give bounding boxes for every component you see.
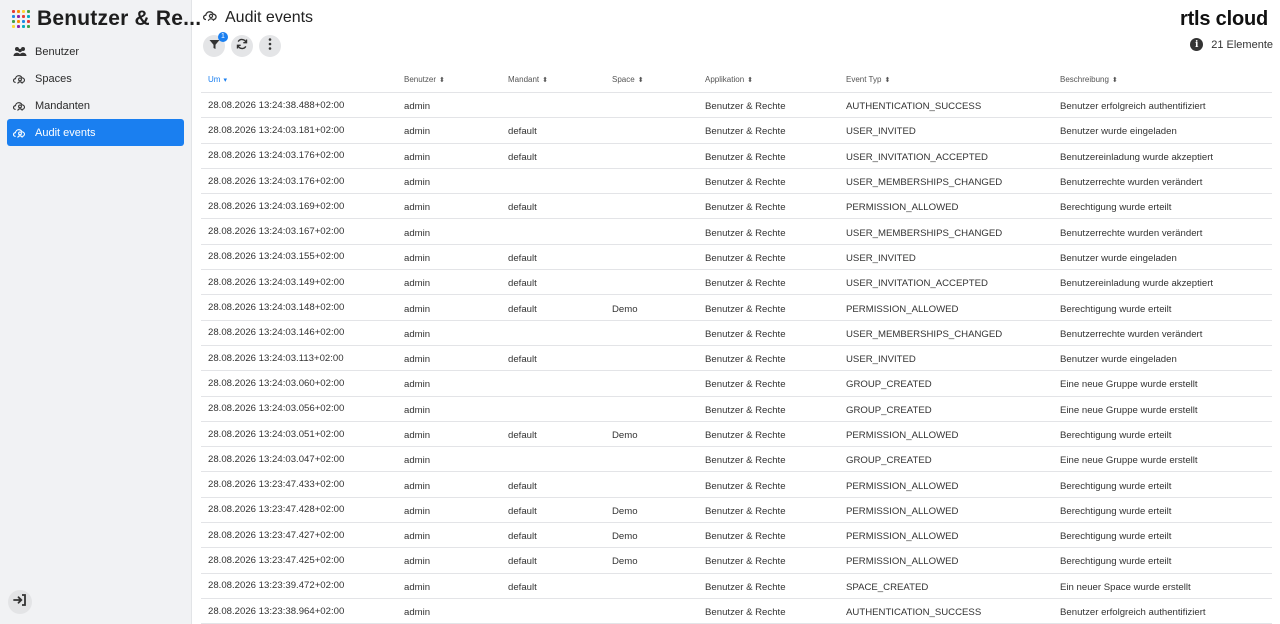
app-grid-icon[interactable] (12, 10, 30, 28)
cell-beschreibung: Benutzer wurde eingeladen (1060, 126, 1177, 138)
sidebar-item-spaces[interactable] (7, 65, 184, 92)
cell-mandant: default (508, 202, 537, 214)
sidebar-item-label: Spaces (35, 72, 72, 85)
cloud-person-icon (203, 8, 219, 27)
column-header-event-typ[interactable] (839, 75, 1053, 84)
cell-event-typ: GROUP_CREATED (846, 379, 932, 391)
refresh-button[interactable] (231, 35, 253, 57)
table-row[interactable] (201, 548, 1272, 573)
cell-space (605, 382, 698, 385)
logo-cell (12, 20, 15, 23)
table-row[interactable] (201, 371, 1272, 396)
cell-mandant (501, 180, 605, 183)
sidebar-item-label: Mandanten (35, 99, 91, 112)
cell-benutzer: admin (404, 202, 431, 214)
cell-applikation: Benutzer & Rechte (705, 101, 786, 113)
cell-benutzer: admin (404, 379, 431, 391)
cell-event-typ: PERMISSION_ALLOWED (846, 202, 959, 214)
table-row[interactable] (201, 144, 1272, 169)
table-row[interactable] (201, 447, 1272, 472)
sidebar-item-audit-events[interactable] (7, 119, 184, 146)
item-count-label: 21 Elemente (1211, 38, 1273, 51)
cell-beschreibung: Eine neue Gruppe wurde erstellt (1060, 455, 1198, 467)
cell-beschreibung: Eine neue Gruppe wurde erstellt (1060, 379, 1198, 391)
cell-event-typ: USER_INVITATION_ACCEPTED (846, 151, 988, 163)
table-row[interactable] (201, 472, 1272, 497)
cell-space (605, 129, 698, 132)
column-header-benutzer[interactable] (397, 75, 501, 84)
cell-applikation: Benutzer & Rechte (705, 354, 786, 366)
cell-applikation: Benutzer & Rechte (705, 202, 786, 214)
cell-space: Demo (612, 505, 638, 517)
cloud-person-icon (13, 99, 27, 113)
cell-applikation: Benutzer & Rechte (705, 455, 786, 467)
cell-event-typ: AUTHENTICATION_SUCCESS (846, 607, 982, 619)
cell-space (605, 205, 698, 208)
table-body (201, 93, 1272, 624)
cell-um: 28.08.2026 13:24:03.146+02:00 (208, 327, 345, 339)
cell-um: 28.08.2026 13:24:03.155+02:00 (208, 251, 345, 263)
app-title: Benutzer & Re... (37, 7, 202, 30)
cell-beschreibung: Berechtigung wurde erteilt (1060, 202, 1172, 214)
logout-icon (13, 593, 27, 612)
cell-event-typ: USER_MEMBERSHIPS_CHANGED (846, 227, 1003, 239)
sort-icon: ⬍ (439, 76, 445, 84)
cell-beschreibung: Berechtigung wurde erteilt (1060, 531, 1172, 543)
cell-beschreibung: Berechtigung wurde erteilt (1060, 556, 1172, 568)
cell-applikation: Benutzer & Rechte (705, 328, 786, 340)
cell-benutzer: admin (404, 404, 431, 416)
logo-cell (27, 20, 30, 23)
table-row[interactable] (201, 346, 1272, 371)
cell-benutzer: admin (404, 126, 431, 138)
logo-cell (17, 25, 20, 28)
sidebar-item-label: Benutzer (35, 45, 80, 58)
sort-icon: ⬍ (884, 76, 891, 84)
logo-cell (22, 20, 25, 23)
cell-um: 28.08.2026 13:24:38.488+02:00 (208, 99, 345, 111)
cell-mandant (501, 458, 605, 461)
cell-beschreibung: Benutzerrechte wurden verändert (1060, 177, 1203, 189)
column-header-label: Beschreibung (1060, 74, 1109, 84)
cell-mandant: default (508, 354, 537, 366)
page-header (203, 8, 313, 27)
cell-beschreibung: Eine neue Gruppe wurde erstellt (1060, 404, 1198, 416)
cell-event-typ: PERMISSION_ALLOWED (846, 303, 959, 315)
cell-applikation: Benutzer & Rechte (705, 505, 786, 517)
cell-beschreibung: Ein neuer Space wurde erstellt (1060, 581, 1191, 593)
column-header-applikation[interactable] (698, 75, 839, 84)
table-row[interactable] (201, 498, 1272, 523)
column-header-space[interactable] (605, 75, 698, 84)
column-header-label: Um (208, 74, 221, 84)
cell-mandant: default (508, 581, 537, 593)
cell-beschreibung: Benutzer wurde eingeladen (1060, 354, 1177, 366)
table-row[interactable] (201, 270, 1272, 295)
cloud-person-icon (13, 126, 27, 140)
page-title: Audit events (225, 8, 314, 26)
cell-applikation: Benutzer & Rechte (705, 581, 786, 593)
sort-icon: ⬍ (637, 76, 644, 84)
cell-mandant: default (508, 303, 537, 315)
cell-benutzer: admin (404, 531, 431, 543)
cell-mandant (501, 407, 605, 410)
table-row[interactable] (201, 574, 1272, 599)
cell-um: 28.08.2026 13:23:47.428+02:00 (208, 504, 345, 516)
cell-beschreibung: Benutzer erfolgreich authentifiziert (1060, 101, 1206, 113)
cell-um: 28.08.2026 13:24:03.167+02:00 (208, 226, 345, 238)
cell-mandant: default (508, 430, 537, 441)
more-options-button[interactable] (259, 35, 281, 57)
cell-um: 28.08.2026 13:23:38.964+02:00 (208, 605, 345, 617)
cell-event-typ: GROUP_CREATED (846, 455, 932, 467)
cell-space (605, 483, 698, 486)
cell-benutzer: admin (404, 278, 431, 290)
cell-beschreibung: Benutzerrechte wurden verändert (1060, 328, 1203, 340)
cell-mandant: default (508, 151, 537, 163)
cell-event-typ: USER_INVITATION_ACCEPTED (846, 278, 988, 290)
sidebar-nav (0, 38, 191, 146)
cell-benutzer: admin (404, 354, 431, 366)
cell-space (605, 407, 698, 410)
cell-mandant: default (508, 556, 537, 568)
cell-beschreibung: Berechtigung wurde erteilt (1060, 303, 1172, 315)
column-header-label: Event Typ (846, 74, 882, 84)
column-header-label: Mandant (508, 74, 540, 84)
cell-beschreibung: Berechtigung wurde erteilt (1060, 480, 1172, 492)
cell-event-typ: GROUP_CREATED (846, 404, 932, 416)
logo-cell (27, 15, 30, 18)
cell-applikation: Benutzer & Rechte (705, 531, 786, 543)
cell-applikation: Benutzer & Rechte (705, 252, 786, 264)
cell-event-typ: SPACE_CREATED (846, 581, 929, 593)
sidebar-item-mandanten[interactable] (7, 92, 184, 119)
cell-applikation: Benutzer & Rechte (705, 303, 786, 315)
cell-benutzer: admin (404, 177, 431, 189)
cell-applikation: Benutzer & Rechte (705, 227, 786, 239)
logo-cell (22, 10, 25, 13)
cell-space (605, 180, 698, 183)
cell-event-typ: PERMISSION_ALLOWED (846, 430, 959, 441)
column-header-beschreibung[interactable] (1053, 75, 1272, 84)
sidebar (0, 0, 202, 624)
logo-cell (22, 15, 25, 18)
cell-applikation: Benutzer & Rechte (705, 379, 786, 391)
cell-space (605, 458, 698, 461)
cell-event-typ: USER_INVITED (846, 354, 916, 366)
table-row[interactable] (201, 93, 1272, 118)
cell-um: 28.08.2026 13:23:47.427+02:00 (208, 529, 345, 541)
cell-mandant: default (508, 126, 537, 138)
cell-um: 28.08.2026 13:23:47.425+02:00 (208, 554, 345, 566)
logo-cell (22, 25, 25, 28)
item-count (1190, 38, 1273, 51)
logo-cell (17, 15, 20, 18)
cell-space (605, 357, 698, 360)
cell-mandant: default (508, 278, 537, 290)
table-row[interactable] (201, 422, 1272, 447)
cell-space (605, 255, 698, 258)
cell-um: 28.08.2026 13:24:03.176+02:00 (208, 175, 345, 187)
cell-um: 28.08.2026 13:23:39.472+02:00 (208, 580, 345, 592)
brand-logo: rtls cloud (1179, 8, 1268, 30)
cell-space (605, 610, 698, 613)
sort-icon: ⬍ (542, 76, 549, 84)
sort-icon: ⬍ (747, 76, 754, 84)
cell-mandant: default (508, 531, 537, 543)
sidebar-item-benutzer[interactable] (7, 38, 184, 65)
cell-benutzer: admin (404, 151, 431, 163)
cell-mandant (501, 230, 605, 233)
column-header-mandant[interactable] (501, 75, 605, 84)
cell-um: 28.08.2026 13:23:47.433+02:00 (208, 479, 345, 491)
cell-benutzer: admin (404, 430, 431, 441)
logo-cell (12, 10, 15, 13)
cell-um: 28.08.2026 13:24:03.056+02:00 (208, 403, 345, 415)
logo-cell (12, 25, 15, 28)
cell-benutzer: admin (404, 480, 431, 492)
more-vert-icon (268, 37, 272, 55)
table-row[interactable] (201, 599, 1272, 624)
cell-space (605, 230, 698, 233)
column-header-label: Applikation (705, 74, 745, 84)
cell-um: 28.08.2026 13:24:03.148+02:00 (208, 302, 345, 314)
column-header-label: Space (612, 74, 635, 84)
cell-benutzer: admin (404, 303, 431, 315)
table-row[interactable] (201, 245, 1272, 270)
logo-cell (17, 10, 20, 13)
app-header (0, 0, 202, 38)
main-content (193, 0, 1280, 624)
logo-cell (12, 15, 15, 18)
audit-events-table (201, 66, 1272, 624)
cell-benutzer: admin (404, 328, 431, 340)
cell-um: 28.08.2026 13:24:03.113+02:00 (208, 352, 344, 364)
sidebar-item-label: Audit events (35, 126, 96, 139)
cell-event-typ: USER_MEMBERSHIPS_CHANGED (846, 177, 1003, 189)
cell-applikation: Benutzer & Rechte (705, 126, 786, 138)
cell-event-typ: PERMISSION_ALLOWED (846, 480, 959, 492)
cloud-person-icon (13, 72, 27, 86)
cell-benutzer: admin (404, 556, 431, 568)
cell-space (605, 331, 698, 334)
cell-event-typ: PERMISSION_ALLOWED (846, 556, 959, 568)
cell-um: 28.08.2026 13:24:03.060+02:00 (208, 377, 345, 389)
logo-cell (17, 20, 20, 23)
cell-benutzer: admin (404, 227, 431, 239)
cell-mandant (501, 331, 605, 334)
table-row[interactable] (201, 219, 1272, 244)
table-row[interactable] (201, 523, 1272, 548)
cell-um: 28.08.2026 13:24:03.169+02:00 (208, 200, 345, 212)
cell-applikation: Benutzer & Rechte (705, 177, 786, 189)
cell-space (605, 281, 698, 284)
cell-benutzer: admin (404, 581, 431, 593)
cell-space (605, 104, 698, 107)
table-row[interactable] (201, 321, 1272, 346)
sort-desc-icon: ▾ (223, 76, 227, 84)
cell-mandant (501, 382, 605, 385)
cell-benutzer: admin (404, 455, 431, 467)
cell-space (605, 584, 698, 587)
cell-space: Demo (612, 430, 638, 441)
cell-event-typ: PERMISSION_ALLOWED (846, 531, 959, 543)
cell-event-typ: AUTHENTICATION_SUCCESS (846, 101, 982, 113)
cell-beschreibung: Berechtigung wurde erteilt (1060, 505, 1172, 517)
logo-cell (27, 10, 30, 13)
cell-applikation: Benutzer & Rechte (705, 430, 786, 441)
cell-applikation: Benutzer & Rechte (705, 607, 786, 619)
cell-beschreibung: Benutzereinladung wurde akzeptiert (1060, 278, 1214, 290)
refresh-icon (236, 37, 248, 55)
logout-button[interactable] (8, 590, 32, 614)
cell-um: 28.08.2026 13:24:03.047+02:00 (208, 453, 345, 465)
cell-beschreibung: Benutzer wurde eingeladen (1060, 252, 1177, 264)
cell-mandant (501, 104, 605, 107)
cell-event-typ: USER_INVITED (846, 126, 916, 138)
info-icon[interactable]: i (1190, 38, 1203, 51)
filter-button[interactable] (203, 35, 225, 57)
cell-beschreibung: Benutzereinladung wurde akzeptiert (1060, 151, 1214, 163)
toolbar (203, 35, 287, 57)
column-header-um[interactable] (201, 75, 397, 84)
cell-space (605, 154, 698, 157)
logo-cell (27, 25, 30, 28)
table-row[interactable] (201, 397, 1272, 422)
filter-count-badge: 1 (218, 32, 228, 42)
cell-benutzer: admin (404, 505, 431, 517)
cell-um: 28.08.2026 13:24:03.176+02:00 (208, 150, 345, 162)
table-row[interactable] (201, 194, 1272, 219)
table-header (201, 66, 1272, 93)
table-row[interactable] (201, 295, 1272, 320)
cell-space: Demo (612, 556, 638, 568)
cell-benutzer: admin (404, 101, 431, 113)
cell-applikation: Benutzer & Rechte (705, 278, 786, 290)
cell-event-typ: USER_INVITED (846, 252, 916, 264)
sort-icon: ⬍ (1111, 76, 1118, 84)
cell-benutzer: admin (404, 252, 431, 264)
table-row[interactable] (201, 118, 1272, 143)
cell-mandant: default (508, 505, 537, 517)
cell-um: 28.08.2026 13:24:03.149+02:00 (208, 276, 345, 288)
cell-um: 28.08.2026 13:24:03.181+02:00 (208, 124, 345, 136)
cell-mandant (501, 610, 605, 613)
cell-mandant: default (508, 252, 537, 264)
cell-beschreibung: Benutzerrechte wurden verändert (1060, 227, 1203, 239)
users-icon (13, 45, 27, 59)
cell-benutzer: admin (404, 607, 431, 619)
cell-event-typ: USER_MEMBERSHIPS_CHANGED (846, 328, 1003, 340)
cell-space: Demo (612, 303, 638, 315)
column-header-label: Benutzer (404, 74, 437, 84)
cell-space: Demo (612, 531, 638, 543)
cell-mandant: default (508, 480, 537, 492)
table-row[interactable] (201, 169, 1272, 194)
cell-beschreibung: Benutzer erfolgreich authentifiziert (1060, 607, 1206, 619)
cell-applikation: Benutzer & Rechte (705, 404, 786, 416)
cell-applikation: Benutzer & Rechte (705, 480, 786, 492)
cell-event-typ: PERMISSION_ALLOWED (846, 505, 959, 517)
cell-applikation: Benutzer & Rechte (705, 556, 786, 568)
cell-beschreibung: Berechtigung wurde erteilt (1060, 430, 1172, 441)
cell-applikation: Benutzer & Rechte (705, 151, 786, 163)
cell-um: 28.08.2026 13:24:03.051+02:00 (208, 428, 345, 440)
